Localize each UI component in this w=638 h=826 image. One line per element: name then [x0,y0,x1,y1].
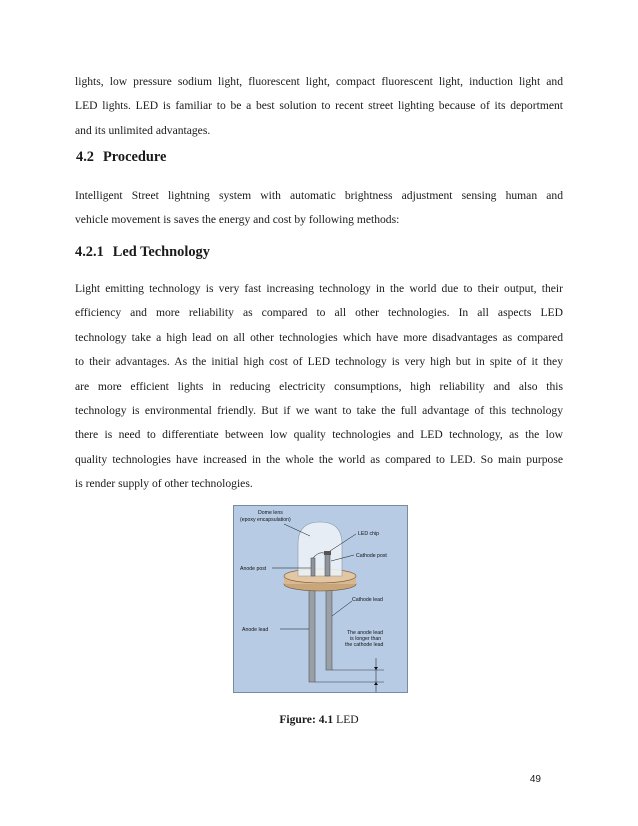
text-line: technology is environmental friendly. But if we want to take the full advantage of this technology [75,404,563,418]
section-title: Procedure [103,149,167,165]
text-line: lights, low pressure sodium light, fluorescent light, compact fluorescent light, induction light and [75,75,563,88]
text-line: technology take a high lead on all other technologies which have more disadvantages as compared [75,330,563,344]
caption-label: Figure: [279,713,316,726]
text-line: Light emitting technology is very fast increasing technology in the world due to their output, their [75,282,563,295]
section-title: Led Technology [112,244,210,260]
led-diagram [234,506,407,692]
section-heading-4-2-1 [75,244,210,261]
text-line: efficiency and more reliability as compared to all other technologies. In all aspects LED [75,306,563,320]
cathode-lead-shape [326,586,332,670]
text-line: there is need to differentiate between low quality technologies and LED technology, as the low [75,428,563,442]
label-led-chip: LED chip [358,531,380,537]
label-cathode-lead: Cathode lead [352,597,383,603]
anode-lead-shape [309,586,315,682]
section-number: 4.2 [76,149,94,165]
label-note-1: The anode lead [347,630,384,636]
text-line: quality technologies have increased in the whole the world as compared to LED. So main purpose [75,452,563,466]
anode-post-shape [311,558,315,576]
led-diagram-figure [233,505,408,693]
label-dome-lens-sub: (epoxy encapsulation) [240,517,291,523]
text-line: is render supply of other technologies. [75,477,253,491]
figure-caption [0,713,638,726]
text-line: are more efficient lights in reducing electricity consumptions, high reliability and also this [75,379,563,393]
label-anode-lead: Anode lead [242,627,269,633]
text-line: and its unlimited advantages. [75,123,211,137]
label-cathode-post: Cathode post [356,553,387,559]
section-number: 4.2.1 [75,244,104,260]
led-chip-shape [324,551,331,555]
text-line: to their advantages. As the initial high cost of LED technology is very high but in spite of it they [75,355,563,369]
caption-number: 4.1 [318,713,334,726]
procedure-paragraph [75,184,563,233]
caption-text: LED [336,713,359,726]
text-line: Intelligent Street lightning system with automatic brightness adjustment sensing human and [75,189,563,202]
label-dome-lens: Dome lens [258,510,283,516]
page-number: 49 [529,774,541,785]
led-technology-paragraph [75,277,563,497]
cathode-post-shape [325,554,330,576]
text-line: LED lights. LED is familiar to be a best solution to recent street lighting because of its deportment [75,99,563,113]
text-line: vehicle movement is saves the energy and cost by following methods: [75,213,400,227]
label-note-3: the cathode lead [345,642,384,648]
intro-paragraph [75,70,563,143]
label-note-2: is longer than [350,636,382,642]
label-anode-post: Anode post [240,566,267,572]
section-heading-4-2 [76,149,166,166]
